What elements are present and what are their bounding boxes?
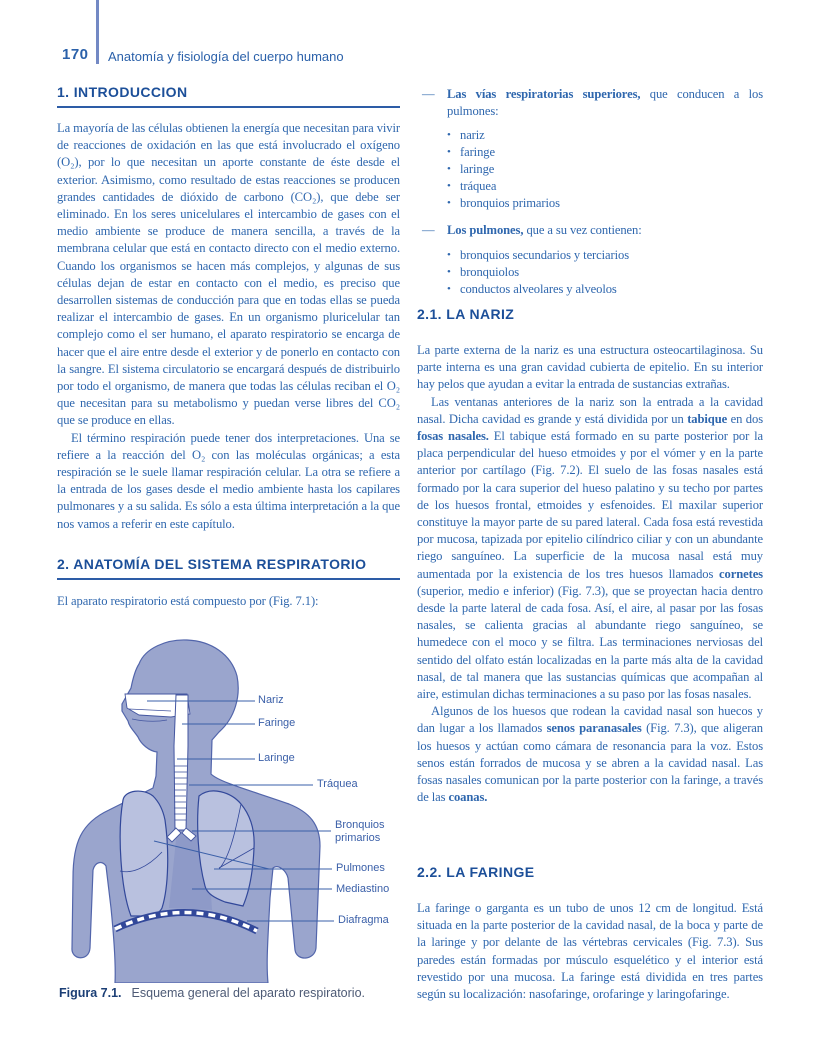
figure-caption-number: Figura 7.1. [59,986,122,1000]
label-faringe: Faringe [258,717,296,729]
body-silhouette [72,640,320,983]
list2-bullets [417,247,763,298]
bullet-dot: • [447,248,451,261]
label-bronquios-primarios: Bronquios primarios [335,819,385,844]
introduction-text [57,120,400,533]
respiratory-system-diagram [59,638,400,983]
bullet-text: tráquea [460,179,497,194]
bullet-traquea [447,178,763,195]
label-traquea: Tráquea [317,778,358,790]
list2-lead: Los pulmones, que a su vez contienen: [447,223,642,238]
figure-caption [59,986,400,1000]
section-2-1-heading: 2.1. LA NARIZ [417,306,515,322]
bullet-text: laringe [460,162,495,177]
bullet-text: bronquiolos [460,264,520,279]
bullet-text: conductos alveolares y alveolos [460,281,617,296]
section-2-2-heading: 2.2. LA FARINGE [417,864,535,880]
faringe-paragraph-1: La faringe o garganta es un tubo de unos 12 cm de longitud. Está situada en la parte posterior de la cavidad nasal, de la boca y parte de la laringe y por delante de las vértebras cervicales (Fig. 7.3). Sus paredes están formadas por músculo esquelético y el interior está revestido por una mucosa. La faringe está dividida en tres partes según su localización: nasofaringe, orofaringe y laringofaringe. [417,901,763,1002]
bullet-dot: • [447,163,451,176]
section-2-lead: El aparato respiratorio está compuesto por (Fig. 7.1): [57,594,319,608]
bullet-bronquios-primarios [447,195,763,212]
bullet-text: nariz [460,128,485,143]
bullet-text: faringe [460,145,495,160]
bullet-text: bronquios secundarios y terciarios [460,247,630,262]
bullet-dot: • [447,146,451,159]
bullet-laringe [447,161,763,178]
nariz-paragraph-3: Algunos de los huesos que rodean la cavidad nasal son huecos y dan lugar a los llamados senos paranasales (Fig. 7.3), que aligeran los huesos y actúan como cámara de resonancia para la voz. Estos senos están forrados de mucosa y se abren a la cavidad nasal. Las fosas nasales comunican por la parte posterior con la faringe, a través de las coanas. [417,704,763,805]
bullet-dot: • [447,197,451,210]
nariz-text [417,342,763,806]
bullet-dot: • [447,180,451,193]
list-item-pulmones [417,222,763,239]
label-nariz: Nariz [258,694,284,706]
bullet-dot: • [447,265,451,278]
dash-marker: — [422,87,435,101]
label-diafragma: Diafragma [338,914,389,926]
faringe-text [417,900,763,1003]
bullet-dot: • [447,129,451,142]
composition-lists [417,86,763,308]
bullet-faringe [447,144,763,161]
bullet-conductos-alveolares [447,281,763,298]
figure-7-1 [59,638,400,983]
bullet-text: bronquios primarios [460,196,560,211]
intro-paragraph-2: El término respiración puede tener dos interpretaciones. Una se refiere a la reacción del O₂ con las moléculas orgánicas; a esta respiración se le suele llamar respiración celular. La otra se refiere a la entrada de los gases desde el medio ambiente hasta los capilares pulmonares y a su salida. Es sólo a esta última interpretación a la que nos vamos a referir en este capítulo. [57,430,400,531]
bullet-dot: • [447,282,451,295]
book-title: Anatomía y fisiología del cuerpo humano [108,49,344,64]
list-item-vias-superiores [417,86,763,120]
nariz-paragraph-2: Las ventanas anteriores de la nariz son la entrada a la cavidad nasal. Dicha cavidad es grande y está dividida por un tabique en dos fosas nasales. El tabique está formado en su parte posterior por la placa perpendicular del hueso etmoides y por el vómer y en la parte anterior por cartílago (Fig. 7.2). El suelo de las fosas nasales está formado por la cara superior del hueso palatino y su techo por partes de los huesos frontal, etmoides y esfenoides. El maxilar superior constituye la mayor parte de su pared lateral. Cada fosa está revestida por mucosa, tapizada por epitelio cilíndrico ciliar y con un abundante riego sanguíneo. La superficie de la mucosa nasal está muy aumentada por la existencia de los tres huesos llamados cornetes (superior, medio e inferior) (Fig. 7.3), que se proyectan hacia dentro desde la parte lateral de cada fosa. Así, el aire, al pasar por las fosas nasales, se calienta gracias al abundante riego sanguíneo, se humedece con el moco y se filtra. Las terminaciones nerviosas del sentido del olfato están localizadas en la parte más alta de la cavidad nasal, de tal manera que las sustancias químicas que acompañan al aire, estimulan dichas terminaciones a su paso por las fosas nasales. [417,394,764,702]
figure-caption-text: Esquema general del aparato respiratorio. [131,986,366,1000]
page-number: 170 [62,46,89,63]
section-2-heading: 2. ANATOMÍA DEL SISTEMA RESPIRATORIO [57,556,400,580]
label-mediastino: Mediastino [336,883,390,895]
list1-bullets [417,127,763,212]
label-laringe: Laringe [258,752,295,764]
right-column [417,0,763,1060]
label-pulmones: Pulmones [336,862,385,874]
pharynx-trachea [174,695,188,830]
bullet-bronquiolos [447,264,763,281]
bullet-bronquios-secundarios [447,247,763,264]
dash-marker: — [422,223,435,238]
intro-paragraph-1: La mayoría de las células obtienen la energía que necesitan para vivir de reacciones de oxidación en las que está involucrado el oxígeno (O₂), por lo que necesitan un aporte constante de éste desde el exterior. Asimismo, como resultado de estas reacciones se producen grandes cantidades de dióxido de carbono (CO₂), que debe ser eliminado. En los seres unicelulares el intercambio de gases con el medio ambiente se produce de manera sencilla, a través de la membrana celular que está en contacto directo con el medio externo. Cuando los organismos se hacen más complejos, y algunas de sus células dejan de estar en contacto con el medio, es preciso que desarrollen sistemas de conducción para que en todas ellas se pueda realizar el intercambio de gases. En un organismo pluricelular tan complejo como el ser humano, el aparato respiratorio se encarga de hacer que el aire entre desde el exterior y de ponerlo en contacto con la sangre. El sistema circulatorio se encargará después de distribuirlo por todo el organismo, de manera que todas las células reciban el O₂ que necesitan para su metabolismo y puedan verse libres del CO₂ que se produce en ellas. [57,121,400,428]
list1-lead: Las vías respiratorias superiores, que conducen a los pulmones: [447,87,763,119]
nariz-paragraph-1: La parte externa de la nariz es una estructura osteocartilaginosa. Su parte interna es una gran cavidad cubierta de epitelio. En su interior hay pelos que ayudan a evitar la entrada de sustancias extrañas. [417,343,763,392]
bullet-nariz [447,127,763,144]
left-column [57,0,400,1060]
section-1-heading: 1. INTRODUCCION [57,84,400,108]
